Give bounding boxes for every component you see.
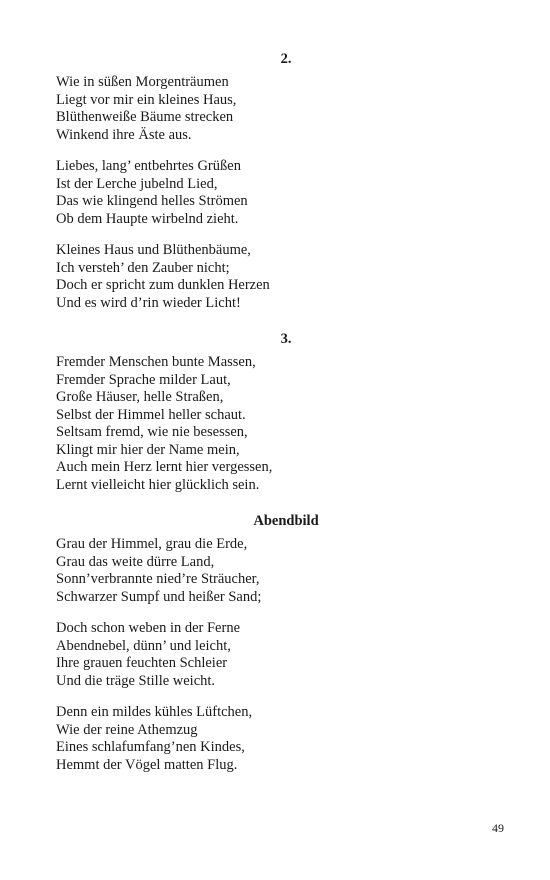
verse-line: Sonn’verbrannte nied’re Sträucher, xyxy=(56,571,260,587)
verse-line: Wie der reine Athemzug xyxy=(56,721,198,738)
stanza xyxy=(56,704,516,774)
verse-line: Denn ein mildes kühles Lüftchen, xyxy=(56,704,253,720)
verse-line: Wie in süßen Morgenträumen xyxy=(56,74,229,90)
poem-section-2 xyxy=(56,48,516,312)
verse-line: Doch er spricht zum dunklen Herzen xyxy=(56,277,270,293)
poem-section-abendbild xyxy=(56,510,516,774)
verse-line: Grau das weite dürre Land, xyxy=(56,553,215,570)
stanza xyxy=(56,620,516,690)
verse-line: Abendnebel, dünn’ und leicht, xyxy=(56,637,231,654)
verse-line: Blüthenweiße Bäume strecken xyxy=(56,109,234,125)
stanza xyxy=(56,242,516,312)
verse-line: Ihre grauen feuchten Schleier xyxy=(56,655,228,671)
poem-title: Abendbild xyxy=(253,513,319,529)
verse-line: Ich versteh’ den Zauber nicht; xyxy=(56,259,230,276)
verse-line: Auch mein Herz lernt hier vergessen, xyxy=(56,459,273,475)
verse-line: Selbst der Himmel heller schaut. xyxy=(56,406,246,423)
verse-line: Klingt mir hier der Name mein, xyxy=(56,441,240,458)
verse-line: Das wie klingend helles Strömen xyxy=(56,193,248,209)
page-body xyxy=(56,48,516,790)
verse-line: Ob dem Haupte wirbelnd zieht. xyxy=(56,210,239,227)
verse-line: Doch schon weben in der Ferne xyxy=(56,620,241,636)
verse-line: Liebes, lang’ entbehrtes Grüßen xyxy=(56,158,241,174)
verse-line: Hemmt der Vögel matten Flug. xyxy=(56,756,238,773)
verse-line: Eines schlafumfang’nen Kindes, xyxy=(56,739,245,755)
verse-line: Schwarzer Sumpf und heißer Sand; xyxy=(56,588,262,605)
verse-line: Winkend ihre Äste aus. xyxy=(56,126,192,143)
verse-line: Und die träge Stille weicht. xyxy=(56,672,216,689)
section-heading: 2. xyxy=(280,51,292,67)
stanza xyxy=(56,536,516,606)
verse-line: Kleines Haus und Blüthenbäume, xyxy=(56,242,251,258)
verse-line: Liegt vor mir ein kleines Haus, xyxy=(56,91,237,108)
poem-section-3 xyxy=(56,328,516,494)
verse-line: Ist der Lerche jubelnd Lied, xyxy=(56,175,218,192)
verse-line: Fremder Menschen bunte Massen, xyxy=(56,354,256,370)
verse-line: Und es wird d’rin wieder Licht! xyxy=(56,294,241,311)
stanza xyxy=(56,354,516,494)
stanza xyxy=(56,74,516,144)
stanza xyxy=(56,158,516,228)
verse-line: Lernt vielleicht hier glücklich sein. xyxy=(56,476,260,493)
verse-line: Fremder Sprache milder Laut, xyxy=(56,371,231,388)
verse-line: Grau der Himmel, grau die Erde, xyxy=(56,536,248,552)
verse-line: Große Häuser, helle Straßen, xyxy=(56,389,224,405)
section-heading: 3. xyxy=(280,331,292,347)
verse-line: Seltsam fremd, wie nie besessen, xyxy=(56,424,248,440)
page-number: 49 xyxy=(492,821,504,835)
